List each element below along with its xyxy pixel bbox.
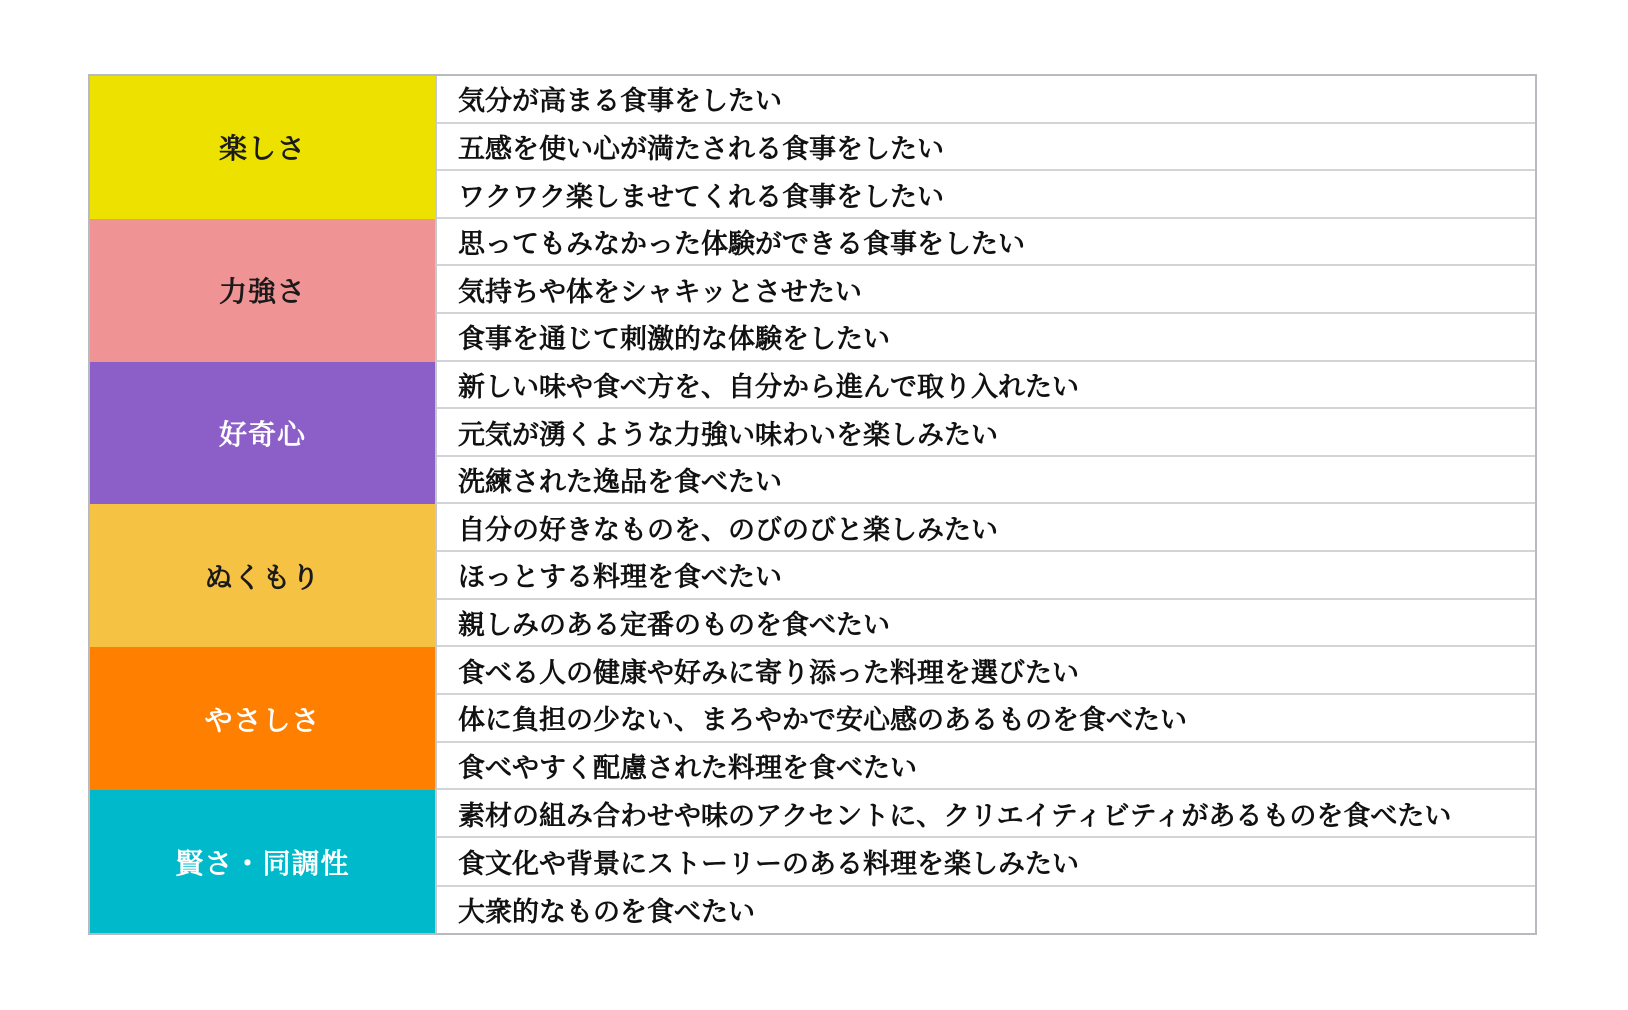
item-row [437, 409, 1535, 457]
item-text: 体に負担の少ない、まろやかで安心感のあるものを食べたい [458, 705, 1187, 736]
category-items [435, 76, 1535, 219]
category-items [435, 504, 1535, 647]
category-label: 力強さ [218, 276, 306, 308]
item-row [437, 314, 1535, 362]
category-label: 賢さ・同調性 [175, 847, 350, 879]
item-row [437, 124, 1535, 172]
item-row [437, 219, 1535, 267]
category-label: やさしさ [204, 704, 321, 736]
food-values-table [88, 74, 1537, 935]
item-text: 大衆的なものを食べたい [458, 897, 755, 928]
item-text: 思ってもみなかった体験ができる食事をしたい [458, 229, 1025, 260]
category-group-koukishin [90, 362, 1535, 505]
item-row [437, 695, 1535, 743]
item-row [437, 171, 1535, 219]
category-items [435, 219, 1535, 362]
category-label-cell [90, 647, 435, 790]
category-group-chikarazuyosa [90, 219, 1535, 362]
category-group-nukumori [90, 504, 1535, 647]
category-label-cell [90, 504, 435, 647]
item-text: 元気が湧くような力強い味わいを楽しみたい [458, 419, 998, 450]
item-text: 食文化や背景にストーリーのある料理を楽しみたい [458, 849, 1079, 880]
item-text: 素材の組み合わせや味のアクセントに、クリエイティビティがあるものを食べたい [458, 800, 1452, 831]
item-text: ワクワク楽しませてくれる食事をしたい [458, 181, 944, 212]
item-row [437, 76, 1535, 124]
item-text: 五感を使い心が満たされる食事をしたい [458, 133, 944, 164]
category-label-cell [90, 362, 435, 505]
category-group-tanoshisa [90, 76, 1535, 219]
category-label: 楽しさ [218, 133, 306, 165]
category-label-cell [90, 219, 435, 362]
category-label-cell [90, 76, 435, 219]
item-text: 自分の好きなものを、のびのびと楽しみたい [458, 514, 998, 545]
category-items [435, 362, 1535, 505]
item-text: 新しい味や食べ方を、自分から進んで取り入れたい [458, 371, 1079, 402]
item-text: 食べる人の健康や好みに寄り添った料理を選びたい [458, 657, 1079, 688]
item-text: 親しみのある定番のものを食べたい [458, 610, 890, 640]
item-row [437, 887, 1535, 933]
category-group-kashikosa-douchousei [90, 790, 1535, 933]
item-row [437, 457, 1535, 505]
item-row [437, 362, 1535, 410]
item-text: 食事を通じて刺激的な体験をしたい [458, 324, 890, 355]
item-text: ほっとする料理を食べたい [458, 562, 782, 593]
item-text: 食べやすく配慮された料理を食べたい [458, 752, 917, 783]
item-row [437, 600, 1535, 648]
item-row [437, 266, 1535, 314]
category-items [435, 790, 1535, 933]
category-label-cell [90, 790, 435, 933]
item-text: 洗練された逸品を食べたい [458, 467, 782, 498]
category-group-yasashisa [90, 647, 1535, 790]
category-items [435, 647, 1535, 790]
item-row [437, 743, 1535, 791]
item-row [437, 647, 1535, 695]
item-row [437, 838, 1535, 886]
item-row [437, 790, 1535, 838]
item-row [437, 504, 1535, 552]
category-label: ぬくもり [204, 561, 321, 593]
item-text: 気分が高まる食事をしたい [458, 86, 782, 117]
item-text: 気持ちや体をシャキッとさせたい [458, 276, 862, 307]
item-row [437, 552, 1535, 600]
category-label: 好奇心 [218, 419, 306, 451]
